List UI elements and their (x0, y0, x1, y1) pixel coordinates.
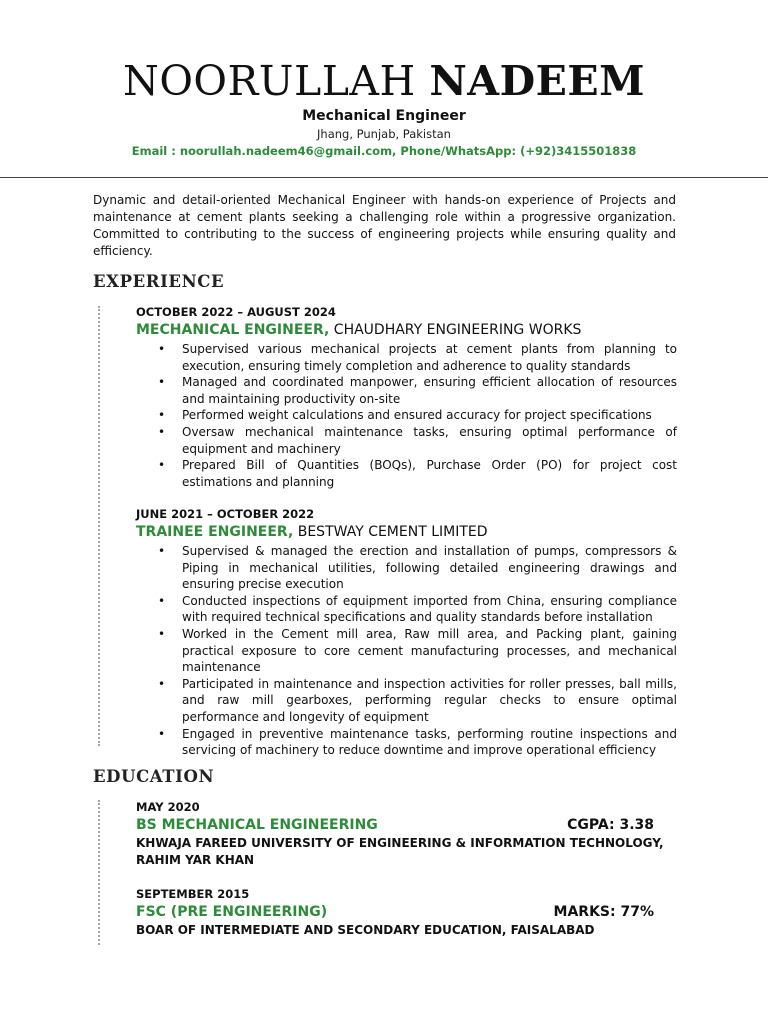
degree-score: CGPA: 3.38 (567, 817, 654, 833)
bullet-icon: • (158, 676, 166, 691)
job-title: MECHANICAL ENGINEER, (136, 322, 330, 338)
degree-row (136, 816, 654, 835)
education-entry (136, 886, 677, 939)
job-title: TRAINEE ENGINEER, (136, 524, 294, 540)
list-item: • Engaged in preventive maintenance tasks, performing routine inspections and servicing of machinery to reduce downtime and improve operational efficiency (158, 726, 677, 758)
job-entry (136, 506, 677, 759)
bullet-icon: • (158, 626, 166, 641)
company-name: BESTWAY CEMENT LIMITED (293, 524, 488, 540)
list-item: • Participated in maintenance and inspection activities for roller presses, ball mills, and raw mill gearboxes, performing regular checks to ensure optimal performance and longevity of equipment (158, 676, 677, 724)
education-heading: EDUCATION (93, 767, 215, 786)
job-bullets (136, 543, 677, 759)
job-entry (136, 304, 677, 490)
job-role (136, 321, 677, 340)
list-item: • Supervised various mechanical projects at cement plants from planning to execution, ensuring timely completion and adherence to quality standards (158, 342, 677, 373)
list-item: • Managed and coordinated manpower, ensuring efficient allocation of resources and maintaining productivity on-site (158, 375, 677, 406)
bullet-icon: • (158, 408, 166, 423)
contact-info: Email : noorullah.nadeem46@gmail.com, Phone/WhatsApp: (+92)3415501838 (131, 144, 637, 158)
list-item: • Supervised & managed the erection and installation of pumps, compressors & Piping in mechanical utilities, following detailed engineering drawings and ensuring precise execution (158, 544, 677, 592)
experience-timeline (98, 306, 100, 746)
bullet-icon: • (158, 458, 166, 473)
bullet-icon: • (158, 544, 166, 558)
bullet-icon: • (158, 342, 166, 356)
list-item: • Performed weight calculations and ensured accuracy for project specifications (158, 408, 652, 423)
bullet-icon: • (158, 726, 166, 741)
job-dates: OCTOBER 2022 – AUGUST 2024 (136, 305, 336, 319)
job-title: Mechanical Engineer (302, 108, 466, 124)
job-dates: JUNE 2021 – OCTOBER 2022 (136, 507, 315, 521)
list-item: • Worked in the Cement mill area, Raw mill area, and Packing plant, gaining practical exposure to core cement manufacturing processes, and mechanical maintenance (158, 626, 677, 675)
job-role (136, 523, 677, 542)
institution-name: BOAR OF INTERMEDIATE AND SECONDARY EDUCATION, FAISALABAD (136, 923, 595, 937)
last-name: NADEEM (429, 57, 646, 105)
list-item: • Conducted inspections of equipment imported from China, ensuring compliance with required technical specifications and quality standards before installation (158, 593, 677, 625)
bullet-icon: • (158, 424, 166, 439)
job-bullets (136, 341, 677, 490)
candidate-name (0, 56, 768, 106)
degree-name: BS MECHANICAL ENGINEERING (136, 817, 378, 833)
experience-heading: EXPERIENCE (93, 272, 225, 291)
degree-score: MARKS: 77% (553, 904, 654, 920)
location: Jhang, Punjab, Pakistan (317, 127, 451, 141)
list-item: • Oversaw mechanical maintenance tasks, ensuring optimal performance of equipment and machinery (158, 424, 677, 456)
degree-row (136, 903, 654, 922)
education-timeline (98, 800, 100, 945)
education-date: SEPTEMBER 2015 (136, 887, 250, 901)
list-item: • Prepared Bill of Quantities (BOQs), Purchase Order (PO) for project cost estimations and planning (158, 458, 677, 489)
degree-name: FSC (PRE ENGINEERING) (136, 904, 328, 920)
header-divider (0, 177, 768, 178)
education-entry (136, 799, 677, 869)
bullet-icon: • (158, 375, 166, 390)
bullet-icon: • (158, 593, 166, 608)
profile-summary: Dynamic and detail-oriented Mechanical Engineer with hands-on experience of Projects and maintenance at cement plants seeking a challenging role within a progressive organization. Committed to contributing to the success of engineering projects while ensuring quality and efficiency. (93, 193, 676, 258)
institution-name: KHWAJA FAREED UNIVERSITY OF ENGINEERING & INFORMATION TECHNOLOGY, RAHIM YAR KHAN (136, 836, 664, 867)
first-name: NOORULLAH (122, 57, 416, 105)
education-date: MAY 2020 (136, 800, 200, 814)
company-name: CHAUDHARY ENGINEERING WORKS (329, 322, 582, 338)
